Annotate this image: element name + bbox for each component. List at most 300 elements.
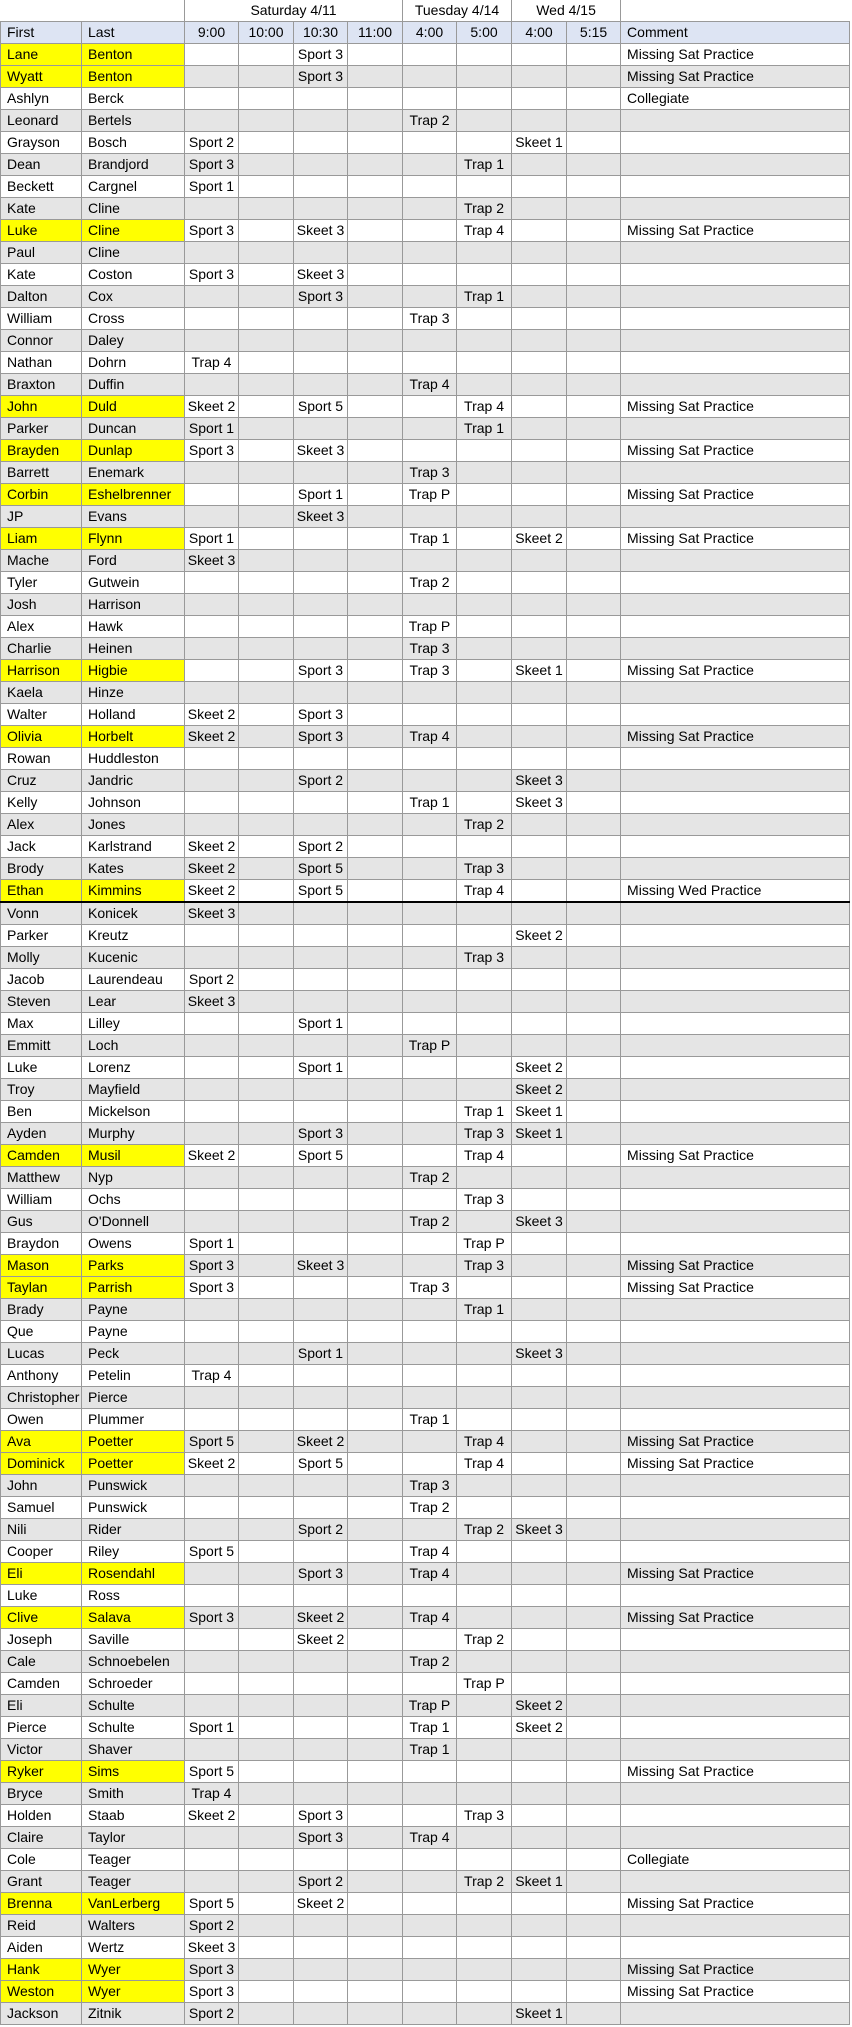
cell-tue-500[interactable] [457, 1717, 512, 1739]
cell-sat-900[interactable]: Sport 3 [185, 264, 239, 286]
cell-last[interactable]: Kimmins [82, 880, 185, 903]
cell-first[interactable]: Que [1, 1321, 82, 1343]
cell-first[interactable]: Leonard [1, 110, 82, 132]
cell-tue-500[interactable]: Trap 3 [457, 858, 512, 880]
cell-sat-900[interactable] [185, 66, 239, 88]
cell-last[interactable]: Cox [82, 286, 185, 308]
cell-first[interactable]: William [1, 1189, 82, 1211]
cell-last[interactable]: Laurendeau [82, 969, 185, 991]
cell-wed-400[interactable] [512, 880, 567, 903]
cell-last[interactable]: Saville [82, 1629, 185, 1651]
cell-wed-400[interactable] [512, 1541, 567, 1563]
cell-sat-900[interactable] [185, 1123, 239, 1145]
cell-sat-900[interactable] [185, 1651, 239, 1673]
cell-tue-400[interactable] [403, 925, 457, 947]
cell-comment[interactable]: Missing Sat Practice [621, 440, 850, 462]
cell-sat-1000[interactable] [239, 286, 294, 308]
cell-tue-400[interactable]: Trap 1 [403, 1739, 457, 1761]
cell-sat-1030[interactable] [294, 814, 348, 836]
cell-wed-400[interactable] [512, 1805, 567, 1827]
cell-sat-900[interactable] [185, 1343, 239, 1365]
cell-tue-500[interactable] [457, 1607, 512, 1629]
cell-comment[interactable] [621, 1035, 850, 1057]
column-header-sat-1100[interactable]: 11:00 [348, 22, 403, 44]
cell-sat-900[interactable] [185, 1695, 239, 1717]
cell-sat-1000[interactable] [239, 2003, 294, 2025]
cell-sat-900[interactable] [185, 814, 239, 836]
cell-last[interactable]: Gutwein [82, 572, 185, 594]
cell-last[interactable]: Berck [82, 88, 185, 110]
cell-last[interactable]: Owens [82, 1233, 185, 1255]
cell-sat-1100[interactable] [348, 1321, 403, 1343]
cell-wed-515[interactable] [567, 1475, 621, 1497]
cell-tue-500[interactable] [457, 1321, 512, 1343]
cell-wed-515[interactable] [567, 1057, 621, 1079]
cell-comment[interactable]: Missing Sat Practice [621, 1893, 850, 1915]
cell-tue-400[interactable] [403, 880, 457, 903]
cell-wed-400[interactable] [512, 462, 567, 484]
cell-last[interactable]: Kreutz [82, 925, 185, 947]
cell-sat-1100[interactable] [348, 1343, 403, 1365]
cell-tue-400[interactable] [403, 286, 457, 308]
cell-first[interactable]: Jacob [1, 969, 82, 991]
cell-comment[interactable] [621, 858, 850, 880]
cell-tue-400[interactable] [403, 1761, 457, 1783]
cell-sat-1100[interactable] [348, 814, 403, 836]
cell-sat-1000[interactable] [239, 1607, 294, 1629]
cell-first[interactable]: Nathan [1, 352, 82, 374]
cell-wed-400[interactable] [512, 1937, 567, 1959]
cell-wed-400[interactable] [512, 1761, 567, 1783]
cell-sat-1100[interactable] [348, 1519, 403, 1541]
cell-wed-515[interactable] [567, 1365, 621, 1387]
cell-first[interactable]: Parker [1, 925, 82, 947]
cell-comment[interactable]: Missing Sat Practice [621, 1761, 850, 1783]
cell-sat-900[interactable]: Sport 1 [185, 1233, 239, 1255]
cell-sat-1100[interactable] [348, 506, 403, 528]
cell-first[interactable]: Joseph [1, 1629, 82, 1651]
cell-wed-515[interactable] [567, 1145, 621, 1167]
cell-sat-1030[interactable] [294, 1277, 348, 1299]
cell-sat-1000[interactable] [239, 528, 294, 550]
cell-last[interactable]: Daley [82, 330, 185, 352]
cell-sat-1100[interactable] [348, 770, 403, 792]
cell-tue-400[interactable]: Trap 1 [403, 528, 457, 550]
cell-wed-400[interactable] [512, 1475, 567, 1497]
cell-sat-1100[interactable] [348, 726, 403, 748]
cell-comment[interactable] [621, 814, 850, 836]
cell-sat-900[interactable] [185, 1563, 239, 1585]
cell-sat-1100[interactable] [348, 198, 403, 220]
cell-sat-1000[interactable] [239, 1365, 294, 1387]
cell-first[interactable]: Braxton [1, 374, 82, 396]
cell-wed-400[interactable] [512, 1167, 567, 1189]
cell-tue-400[interactable] [403, 947, 457, 969]
cell-first[interactable]: Gus [1, 1211, 82, 1233]
cell-sat-900[interactable] [185, 947, 239, 969]
cell-last[interactable]: Lilley [82, 1013, 185, 1035]
cell-wed-515[interactable] [567, 1937, 621, 1959]
cell-last[interactable]: Peck [82, 1343, 185, 1365]
cell-comment[interactable]: Missing Sat Practice [621, 1277, 850, 1299]
cell-wed-400[interactable]: Skeet 2 [512, 1717, 567, 1739]
cell-wed-515[interactable] [567, 1805, 621, 1827]
cell-sat-1100[interactable] [348, 1695, 403, 1717]
cell-sat-1030[interactable] [294, 1475, 348, 1497]
cell-comment[interactable] [621, 1673, 850, 1695]
cell-sat-900[interactable]: Sport 3 [185, 440, 239, 462]
cell-comment[interactable] [621, 506, 850, 528]
cell-wed-515[interactable] [567, 1233, 621, 1255]
cell-sat-900[interactable]: Trap 4 [185, 1365, 239, 1387]
cell-sat-1030[interactable]: Sport 3 [294, 66, 348, 88]
cell-comment[interactable]: Missing Sat Practice [621, 1959, 850, 1981]
cell-sat-1000[interactable] [239, 1519, 294, 1541]
cell-sat-1100[interactable] [348, 1079, 403, 1101]
cell-tue-500[interactable] [457, 1937, 512, 1959]
cell-sat-1030[interactable] [294, 1189, 348, 1211]
cell-sat-1030[interactable]: Skeet 3 [294, 220, 348, 242]
cell-tue-400[interactable] [403, 264, 457, 286]
cell-sat-1030[interactable] [294, 1915, 348, 1937]
cell-sat-1100[interactable] [348, 264, 403, 286]
cell-sat-1000[interactable] [239, 1057, 294, 1079]
cell-sat-1030[interactable] [294, 550, 348, 572]
cell-last[interactable]: Nyp [82, 1167, 185, 1189]
cell-comment[interactable] [621, 1057, 850, 1079]
cell-comment[interactable] [621, 1123, 850, 1145]
cell-last[interactable]: Schulte [82, 1717, 185, 1739]
cell-wed-400[interactable]: Skeet 1 [512, 132, 567, 154]
cell-tue-400[interactable] [403, 396, 457, 418]
cell-sat-1000[interactable] [239, 594, 294, 616]
cell-sat-1030[interactable]: Skeet 3 [294, 1255, 348, 1277]
cell-first[interactable]: Max [1, 1013, 82, 1035]
cell-tue-500[interactable] [457, 506, 512, 528]
cell-sat-1030[interactable] [294, 418, 348, 440]
cell-tue-500[interactable]: Trap P [457, 1673, 512, 1695]
cell-tue-500[interactable] [457, 1585, 512, 1607]
cell-sat-1100[interactable] [348, 242, 403, 264]
cell-sat-1100[interactable] [348, 396, 403, 418]
cell-sat-1100[interactable] [348, 1739, 403, 1761]
cell-first[interactable]: Kaela [1, 682, 82, 704]
cell-sat-1100[interactable] [348, 286, 403, 308]
cell-last[interactable]: Zitnik [82, 2003, 185, 2025]
cell-sat-900[interactable] [185, 242, 239, 264]
cell-tue-400[interactable] [403, 1893, 457, 1915]
cell-sat-1100[interactable] [348, 1959, 403, 1981]
cell-sat-1000[interactable] [239, 1651, 294, 1673]
cell-sat-1000[interactable] [239, 925, 294, 947]
cell-last[interactable]: Murphy [82, 1123, 185, 1145]
cell-sat-1100[interactable] [348, 1211, 403, 1233]
cell-comment[interactable]: Missing Sat Practice [621, 484, 850, 506]
column-header-wed-400[interactable]: 4:00 [512, 22, 567, 44]
cell-comment[interactable] [621, 1585, 850, 1607]
cell-comment[interactable] [621, 947, 850, 969]
cell-tue-400[interactable] [403, 440, 457, 462]
column-header-sat-1030[interactable]: 10:30 [294, 22, 348, 44]
cell-sat-900[interactable]: Skeet 2 [185, 858, 239, 880]
cell-wed-400[interactable]: Skeet 2 [512, 528, 567, 550]
cell-sat-1100[interactable] [348, 2003, 403, 2025]
cell-sat-1030[interactable]: Sport 5 [294, 880, 348, 903]
cell-sat-900[interactable]: Sport 3 [185, 1277, 239, 1299]
cell-sat-1100[interactable] [348, 1387, 403, 1409]
cell-wed-515[interactable] [567, 132, 621, 154]
cell-first[interactable]: Matthew [1, 1167, 82, 1189]
cell-sat-900[interactable]: Sport 2 [185, 2003, 239, 2025]
cell-last[interactable]: Enemark [82, 462, 185, 484]
cell-sat-1000[interactable] [239, 1805, 294, 1827]
cell-tue-500[interactable] [457, 1695, 512, 1717]
cell-sat-1030[interactable] [294, 1387, 348, 1409]
cell-last[interactable]: Payne [82, 1321, 185, 1343]
cell-first[interactable]: Alex [1, 814, 82, 836]
cell-sat-1030[interactable] [294, 330, 348, 352]
cell-sat-900[interactable] [185, 1057, 239, 1079]
cell-wed-400[interactable]: Skeet 3 [512, 792, 567, 814]
cell-sat-1030[interactable] [294, 1585, 348, 1607]
cell-sat-1000[interactable] [239, 1717, 294, 1739]
cell-first[interactable]: Parker [1, 418, 82, 440]
cell-wed-515[interactable] [567, 1387, 621, 1409]
cell-wed-400[interactable]: Skeet 2 [512, 1079, 567, 1101]
cell-sat-900[interactable]: Sport 1 [185, 528, 239, 550]
cell-wed-515[interactable] [567, 44, 621, 66]
column-header-wed-515[interactable]: 5:15 [567, 22, 621, 44]
cell-sat-1100[interactable] [348, 572, 403, 594]
cell-wed-400[interactable] [512, 1827, 567, 1849]
cell-sat-1100[interactable] [348, 947, 403, 969]
cell-sat-1000[interactable] [239, 638, 294, 660]
cell-comment[interactable] [621, 176, 850, 198]
cell-wed-400[interactable] [512, 1431, 567, 1453]
cell-sat-1100[interactable] [348, 1783, 403, 1805]
cell-sat-900[interactable] [185, 286, 239, 308]
cell-sat-1100[interactable] [348, 1717, 403, 1739]
cell-sat-1000[interactable] [239, 1937, 294, 1959]
cell-tue-500[interactable]: Trap 3 [457, 1123, 512, 1145]
cell-last[interactable]: Pierce [82, 1387, 185, 1409]
column-header-first[interactable]: First [1, 22, 82, 44]
cell-sat-1100[interactable] [348, 550, 403, 572]
cell-tue-400[interactable]: Trap 4 [403, 374, 457, 396]
cell-sat-1000[interactable] [239, 1079, 294, 1101]
cell-sat-1000[interactable] [239, 1497, 294, 1519]
cell-wed-515[interactable] [567, 1431, 621, 1453]
cell-wed-400[interactable] [512, 1849, 567, 1871]
cell-last[interactable]: Karlstrand [82, 836, 185, 858]
cell-last[interactable]: Payne [82, 1299, 185, 1321]
cell-comment[interactable]: Missing Sat Practice [621, 66, 850, 88]
cell-tue-500[interactable]: Trap 3 [457, 1805, 512, 1827]
cell-tue-400[interactable] [403, 1629, 457, 1651]
cell-tue-500[interactable] [457, 1761, 512, 1783]
cell-sat-1030[interactable]: Sport 2 [294, 770, 348, 792]
cell-tue-400[interactable] [403, 132, 457, 154]
cell-wed-515[interactable] [567, 242, 621, 264]
cell-first[interactable]: Clive [1, 1607, 82, 1629]
cell-tue-400[interactable] [403, 1013, 457, 1035]
cell-sat-1030[interactable]: Sport 3 [294, 44, 348, 66]
cell-wed-515[interactable] [567, 1453, 621, 1475]
cell-first[interactable]: Steven [1, 991, 82, 1013]
cell-sat-1030[interactable]: Sport 3 [294, 1805, 348, 1827]
cell-sat-1100[interactable] [348, 1629, 403, 1651]
cell-sat-1000[interactable] [239, 1673, 294, 1695]
cell-first[interactable]: Troy [1, 1079, 82, 1101]
cell-sat-1100[interactable] [348, 220, 403, 242]
cell-sat-1030[interactable]: Skeet 3 [294, 506, 348, 528]
cell-sat-1030[interactable] [294, 1695, 348, 1717]
cell-sat-900[interactable]: Skeet 2 [185, 704, 239, 726]
cell-sat-1030[interactable] [294, 132, 348, 154]
cell-sat-1000[interactable] [239, 880, 294, 903]
cell-first[interactable]: Cooper [1, 1541, 82, 1563]
cell-first[interactable]: Brayden [1, 440, 82, 462]
cell-sat-1030[interactable] [294, 1211, 348, 1233]
cell-sat-900[interactable]: Skeet 2 [185, 836, 239, 858]
cell-sat-1100[interactable] [348, 308, 403, 330]
cell-sat-1030[interactable]: Skeet 3 [294, 264, 348, 286]
cell-sat-1100[interactable] [348, 1497, 403, 1519]
cell-first[interactable]: Dominick [1, 1453, 82, 1475]
cell-wed-400[interactable] [512, 1607, 567, 1629]
cell-sat-1000[interactable] [239, 374, 294, 396]
cell-wed-400[interactable]: Skeet 3 [512, 770, 567, 792]
cell-wed-515[interactable] [567, 88, 621, 110]
cell-tue-500[interactable] [457, 704, 512, 726]
cell-sat-900[interactable] [185, 1409, 239, 1431]
cell-wed-400[interactable] [512, 352, 567, 374]
cell-wed-515[interactable] [567, 110, 621, 132]
cell-wed-400[interactable] [512, 330, 567, 352]
cell-sat-900[interactable] [185, 44, 239, 66]
cell-tue-500[interactable] [457, 572, 512, 594]
cell-sat-1030[interactable] [294, 352, 348, 374]
cell-tue-500[interactable] [457, 748, 512, 770]
cell-last[interactable]: Benton [82, 44, 185, 66]
cell-wed-515[interactable] [567, 1629, 621, 1651]
cell-sat-1100[interactable] [348, 1453, 403, 1475]
cell-last[interactable]: Bosch [82, 132, 185, 154]
cell-last[interactable]: Sims [82, 1761, 185, 1783]
cell-sat-1100[interactable] [348, 1563, 403, 1585]
cell-wed-515[interactable] [567, 1893, 621, 1915]
cell-first[interactable]: Liam [1, 528, 82, 550]
cell-last[interactable]: Wertz [82, 1937, 185, 1959]
cell-wed-515[interactable] [567, 1871, 621, 1893]
cell-first[interactable]: Ayden [1, 1123, 82, 1145]
cell-wed-515[interactable] [567, 1519, 621, 1541]
cell-first[interactable]: Luke [1, 220, 82, 242]
cell-sat-1000[interactable] [239, 1783, 294, 1805]
cell-comment[interactable] [621, 1519, 850, 1541]
cell-sat-1030[interactable] [294, 594, 348, 616]
cell-last[interactable]: Lear [82, 991, 185, 1013]
cell-first[interactable]: Braydon [1, 1233, 82, 1255]
cell-sat-900[interactable]: Skeet 3 [185, 1937, 239, 1959]
cell-last[interactable]: Eshelbrenner [82, 484, 185, 506]
cell-sat-1100[interactable] [348, 1255, 403, 1277]
cell-wed-515[interactable] [567, 1277, 621, 1299]
cell-sat-900[interactable]: Trap 4 [185, 1783, 239, 1805]
cell-tue-400[interactable] [403, 220, 457, 242]
cell-last[interactable]: Cline [82, 242, 185, 264]
cell-comment[interactable] [621, 198, 850, 220]
cell-wed-515[interactable] [567, 814, 621, 836]
cell-tue-500[interactable]: Trap 3 [457, 1189, 512, 1211]
cell-sat-1100[interactable] [348, 1651, 403, 1673]
cell-first[interactable]: Samuel [1, 1497, 82, 1519]
cell-first[interactable]: John [1, 1475, 82, 1497]
cell-last[interactable]: Heinen [82, 638, 185, 660]
cell-last[interactable]: Flynn [82, 528, 185, 550]
cell-wed-400[interactable] [512, 1563, 567, 1585]
cell-tue-400[interactable] [403, 682, 457, 704]
cell-first[interactable]: Taylan [1, 1277, 82, 1299]
cell-tue-500[interactable] [457, 836, 512, 858]
cell-sat-1000[interactable] [239, 1981, 294, 2003]
cell-sat-1030[interactable] [294, 616, 348, 638]
column-header-tue-400[interactable]: 4:00 [403, 22, 457, 44]
cell-sat-1000[interactable] [239, 440, 294, 462]
cell-comment[interactable] [621, 374, 850, 396]
cell-sat-1100[interactable] [348, 704, 403, 726]
cell-sat-900[interactable] [185, 1167, 239, 1189]
cell-comment[interactable] [621, 836, 850, 858]
cell-tue-400[interactable] [403, 1299, 457, 1321]
cell-wed-515[interactable] [567, 1541, 621, 1563]
cell-sat-1030[interactable] [294, 1717, 348, 1739]
cell-comment[interactable]: Missing Sat Practice [621, 1563, 850, 1585]
cell-wed-400[interactable] [512, 154, 567, 176]
cell-last[interactable]: Poetter [82, 1453, 185, 1475]
cell-wed-400[interactable] [512, 176, 567, 198]
cell-sat-1000[interactable] [239, 1475, 294, 1497]
cell-sat-1030[interactable] [294, 925, 348, 947]
cell-comment[interactable] [621, 1629, 850, 1651]
cell-sat-1100[interactable] [348, 660, 403, 682]
cell-tue-400[interactable] [403, 1915, 457, 1937]
cell-sat-900[interactable] [185, 374, 239, 396]
cell-tue-400[interactable] [403, 1585, 457, 1607]
cell-tue-500[interactable]: Trap 1 [457, 1101, 512, 1123]
cell-first[interactable]: Paul [1, 242, 82, 264]
cell-sat-1030[interactable]: Sport 5 [294, 858, 348, 880]
cell-sat-1100[interactable] [348, 1299, 403, 1321]
cell-sat-1100[interactable] [348, 1981, 403, 2003]
cell-comment[interactable] [621, 1717, 850, 1739]
cell-sat-1100[interactable] [348, 352, 403, 374]
cell-first[interactable]: Kate [1, 264, 82, 286]
cell-tue-500[interactable] [457, 440, 512, 462]
cell-sat-1030[interactable] [294, 110, 348, 132]
cell-wed-400[interactable] [512, 1277, 567, 1299]
cell-wed-515[interactable] [567, 220, 621, 242]
cell-comment[interactable] [621, 1695, 850, 1717]
cell-sat-1000[interactable] [239, 198, 294, 220]
cell-sat-1100[interactable] [348, 1167, 403, 1189]
cell-tue-500[interactable] [457, 132, 512, 154]
cell-comment[interactable] [621, 991, 850, 1013]
cell-sat-900[interactable] [185, 330, 239, 352]
cell-sat-1000[interactable] [239, 110, 294, 132]
cell-tue-500[interactable]: Trap 2 [457, 1519, 512, 1541]
cell-tue-500[interactable] [457, 330, 512, 352]
